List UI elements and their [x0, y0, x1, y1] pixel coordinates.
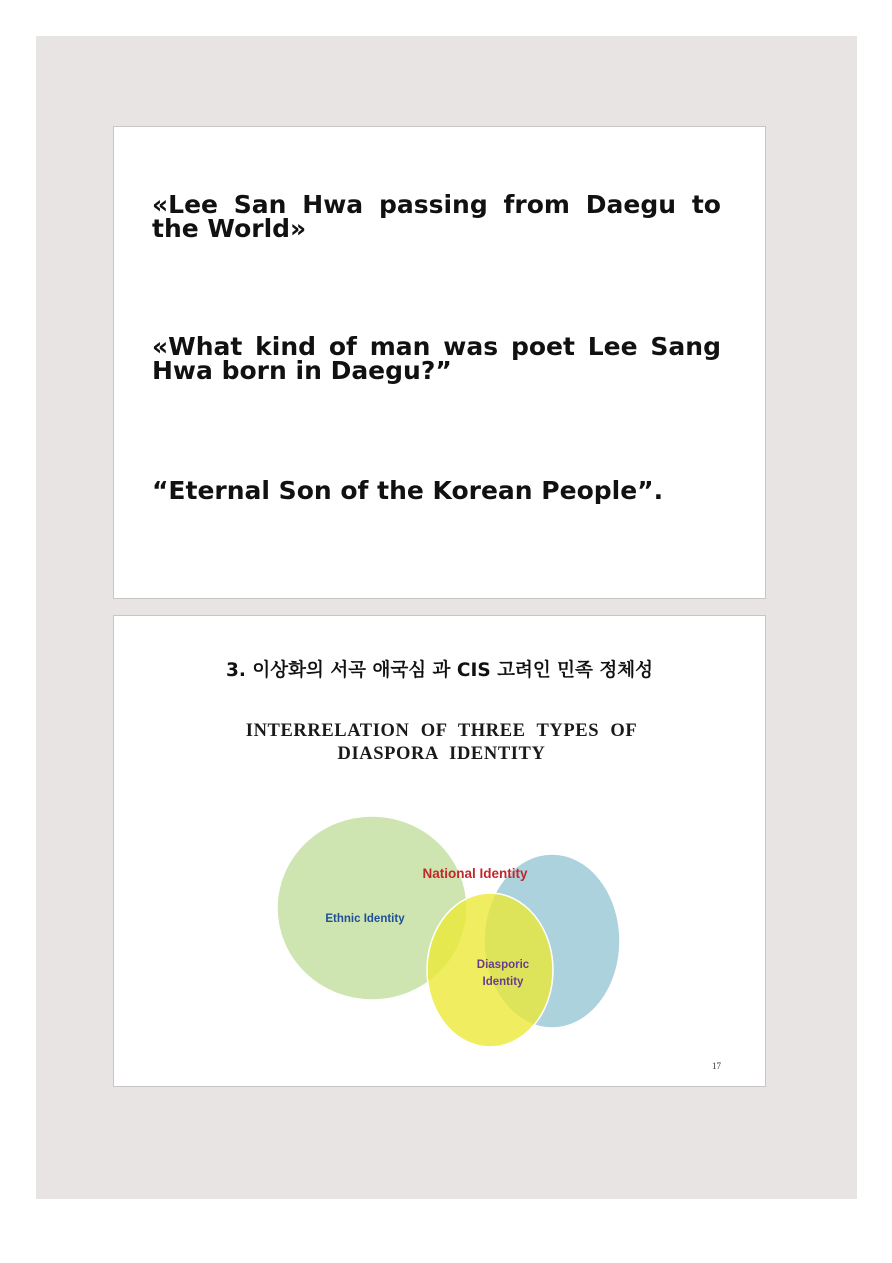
ethnic-identity-label: Ethnic Identity — [325, 913, 405, 925]
slide-1 — [113, 126, 766, 599]
diasporic-identity-label-line-2: Identity — [482, 976, 524, 988]
slide-1-line-1: «Lee San Hwa passing from Daegu to the World» — [152, 190, 721, 243]
national-identity-label: National Identity — [422, 866, 528, 881]
slide-1-line-2: «What kind of man was poet Lee Sang Hwa born in Daegu?” — [152, 332, 721, 385]
diasporic-identity-label-line-1: Diasporic — [476, 959, 530, 971]
slide-1-line-3: “Eternal Son of the Korean People”. — [152, 476, 664, 505]
korean-title: 3. 이상화의 서곡 애국심 과 CIS 고려인 민족 정체성 — [226, 660, 653, 681]
venn-diagram — [114, 616, 765, 1086]
english-title: INTERRELATION OF THREE TYPES OF DIASPORA IDENTITY — [245, 721, 638, 764]
slide-2 — [113, 615, 766, 1087]
page-number: 17 — [712, 1061, 721, 1071]
